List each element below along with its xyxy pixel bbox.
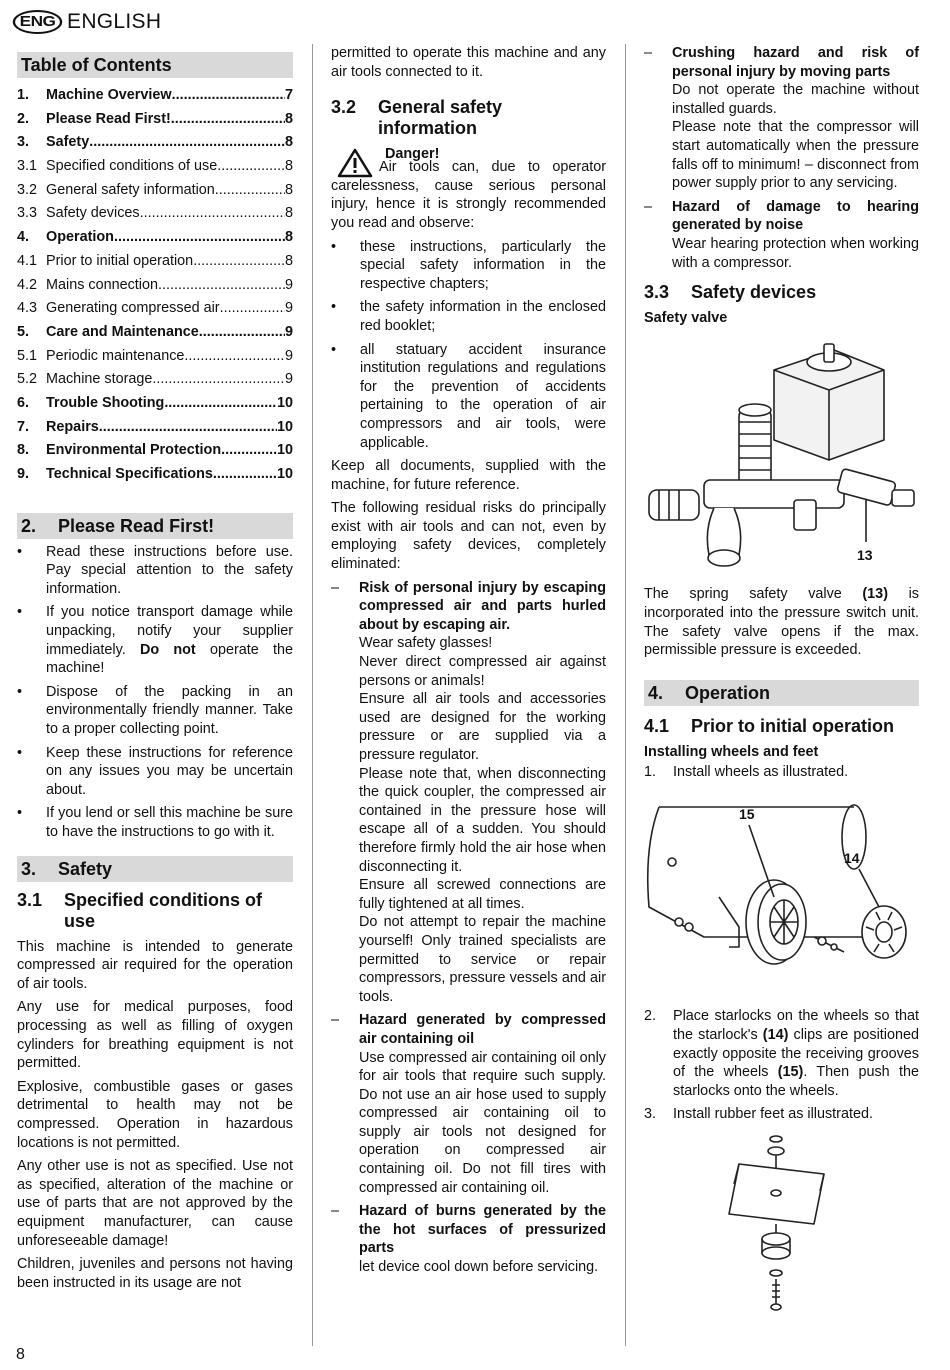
- risk-line: Ensure all screwed connections are fully tightened at all times.: [359, 877, 606, 912]
- toc-page: 8: [284, 252, 293, 269]
- list-item: • the safety information in the enclosed red booklet;: [331, 299, 606, 334]
- toc-leader: [171, 108, 285, 132]
- page-header: [16, 8, 161, 36]
- toc-leader: [172, 84, 285, 108]
- toc-number: 5.2: [17, 371, 38, 388]
- toc-page: 10: [276, 418, 293, 435]
- toc-title: Machine Overview: [46, 87, 172, 103]
- column-1: [17, 44, 293, 1297]
- toc-leader: [215, 179, 285, 203]
- toc-page: 8: [284, 229, 293, 246]
- toc-page: 10: [276, 394, 293, 411]
- toc-entry: [17, 368, 293, 392]
- paragraph: Any use for medical purposes, food processing as well as filling of oxygen cylinders for breathing equipment is not permitted.: [17, 999, 293, 1072]
- toc-leader: [220, 297, 285, 321]
- toc-entry: [17, 108, 293, 132]
- risk-line: Never direct compressed air against persons or animals!: [359, 654, 606, 689]
- toc-title: Table of Contents: [21, 55, 172, 75]
- paragraph: This machine is intended to generate compressed air required for the operation of air tools.: [17, 938, 293, 992]
- subheading-safety-valve: Safety valve: [644, 310, 728, 327]
- toc-entry: [17, 463, 293, 487]
- list-item: • all statuary accident insurance institution regulations and regulations for the prevention of accidents pertaining to the operation of air compressors and air tools, were applicable.: [331, 341, 606, 451]
- toc-title-bar: [17, 52, 293, 78]
- risk-item: – Hazard of burns generated by the the hot surfaces of pressurized parts let device cool down before servicing.: [331, 1203, 606, 1276]
- toc-title: Machine storage: [46, 371, 153, 388]
- callout-14: 14: [844, 849, 860, 866]
- toc-title: Trouble Shooting: [46, 394, 165, 411]
- risk-title: Risk of personal injury by escaping compressed air and parts hurled about by escaping air.: [359, 579, 606, 633]
- danger-label: Danger!: [385, 146, 440, 163]
- toc-number: 6.: [17, 394, 30, 411]
- table-of-contents: [17, 84, 293, 487]
- toc-number: 3.1: [17, 158, 38, 175]
- subheading-wheels-feet: Installing wheels and feet: [644, 743, 819, 760]
- toc-leader: [114, 226, 285, 250]
- toc-page: 7: [284, 87, 293, 103]
- risk-item: – Hazard of damage to hearing generated by noise Wear hearing protection when working with a compressor.: [644, 198, 919, 271]
- warning-triangle-icon: [337, 148, 373, 178]
- column-divider-2: [625, 44, 626, 1346]
- column-2: [331, 44, 606, 1282]
- read-first-list: [17, 543, 293, 842]
- toc-page: 9: [284, 371, 293, 388]
- risk-line: let device cool down before servicing.: [359, 1259, 599, 1276]
- toc-title: Environmental Protection: [46, 442, 222, 459]
- page-number: 8: [16, 1346, 25, 1363]
- section-title: Please Read First!: [58, 515, 215, 536]
- toc-entry: [17, 84, 293, 108]
- toc-number: 4.3: [17, 300, 38, 317]
- toc-leader: [89, 131, 285, 155]
- toc-number: 4.1: [17, 252, 38, 269]
- toc-title: Technical Specifications: [46, 466, 213, 482]
- section-number: 4.: [648, 682, 664, 703]
- toc-leader: [184, 345, 285, 369]
- toc-title: Periodic maintenance: [46, 347, 185, 364]
- toc-entry: [17, 321, 293, 345]
- risk-line: Wear safety glasses!: [359, 635, 493, 652]
- heading-3-2: 3.2 General safety information: [331, 97, 503, 139]
- risk-item: – Crushing hazard and risk of personal injury by moving parts Do not operate the machine without installed guards. Please note that the compressor will start automatically when the pressure falls off to minimum! – disconnect from power supply prior to any servicing.: [644, 45, 919, 192]
- toc-entry: [17, 250, 293, 274]
- toc-number: 4.2: [17, 276, 38, 293]
- toc-entry: [17, 131, 293, 155]
- toc-leader: [152, 368, 285, 392]
- toc-page: 9: [284, 323, 293, 340]
- toc-title: Generating compressed air: [46, 300, 220, 317]
- list-item: • If you notice transport damage while unpacking, notify your supplier immediately. Do not operate the machine!: [17, 604, 294, 677]
- safety-valve-illustration: [644, 330, 919, 580]
- toc-number: 2.: [17, 110, 30, 127]
- risk-item: – Hazard generated by compressed air containing oil Use compressed air containing oil only for air tools that require such supply. Do not use an air hose used to supply compressed air containing oil to supply air tools not designed for operation on compressed air containing oil. Do not fill tires with compressed air containing oil.: [331, 1012, 606, 1196]
- toc-title: General safety information: [46, 181, 215, 198]
- risk-line: Please note that, when disconnecting the quick coupler, the compressed air contained in the pressure hose will escape all of a sudden. You should therefore firmly hold the air hose when disconnecting it.: [359, 765, 606, 875]
- toc-leader: [164, 392, 277, 416]
- toc-page: 8: [284, 134, 293, 151]
- toc-page: 9: [284, 276, 293, 293]
- toc-leader: [221, 439, 277, 463]
- section-number: 2.: [21, 515, 37, 536]
- risk-title: Hazard generated by compressed air containing oil: [359, 1012, 606, 1047]
- toc-leader: [213, 463, 277, 487]
- toc-entry: [17, 155, 293, 179]
- risk-title: Hazard of burns generated by the the hot surfaces of pressurized parts: [359, 1203, 606, 1257]
- toc-title: Prior to initial operation: [46, 252, 194, 269]
- toc-title: Safety: [46, 134, 90, 151]
- toc-leader: [158, 274, 285, 298]
- section-title: Safety: [58, 858, 113, 879]
- toc-entry: [17, 416, 293, 440]
- risk-line: Ensure all air tools and accessories used are designed for the working pressure or are supplied via a pressure regulator.: [359, 691, 606, 763]
- toc-title: Operation: [46, 229, 114, 246]
- toc-page: 8: [284, 158, 293, 175]
- residual-risks-list-continued: [644, 44, 919, 272]
- observe-list: [331, 238, 606, 453]
- toc-entry: [17, 345, 293, 369]
- column-divider-1: [312, 44, 313, 1346]
- wheel-installation-illustration: [644, 787, 919, 1002]
- toc-page: 8: [284, 205, 293, 222]
- toc-title: Repairs: [46, 418, 99, 435]
- list-item: • Read these instructions before use. Pay special attention to the safety information.: [17, 543, 293, 597]
- heading-4-1: 4.1 Prior to initial operation: [644, 715, 895, 736]
- toc-leader: [199, 321, 285, 345]
- list-item: • these instructions, particularly the special safety information in the respective chapters;: [331, 238, 606, 292]
- toc-number: 1.: [17, 87, 30, 103]
- toc-entry: [17, 179, 293, 203]
- toc-page: 9: [284, 347, 293, 364]
- toc-number: 3.: [17, 134, 30, 151]
- danger-text: Air tools can, due to operator carelessness, cause serious personal injury, hence it is strongly recommended you read and observe:: [331, 159, 606, 231]
- toc-page: 10: [276, 442, 293, 459]
- toc-entry: [17, 392, 293, 416]
- language-label: ENGLISH: [67, 9, 162, 33]
- step-1: 1. Install wheels as illustrated.: [644, 764, 849, 781]
- list-item: • Keep these instructions for reference on any issues you may be uncertain about.: [17, 744, 293, 798]
- toc-page: 8: [284, 181, 293, 198]
- risk-line: Do not operate the machine without installed guards.: [672, 82, 919, 117]
- risk-line: Wear hearing protection when working with a compressor.: [672, 235, 919, 271]
- paragraph: Keep all documents, supplied with the machine, for future reference.: [331, 458, 606, 493]
- toc-title: Safety devices: [46, 205, 140, 222]
- risk-line: Do not attempt to repair the machine yourself! Only trained specialists are permitted to service or repair compressors, pressure vessels and air tools.: [359, 914, 606, 1005]
- list-item: • If you lend or sell this machine be sure to have the instructions to go with it.: [17, 805, 293, 840]
- heading-3-3: 3.3 Safety devices: [644, 282, 817, 303]
- heading-3-1: 3.1 Specified conditions of use: [17, 889, 263, 931]
- risk-item: – Risk of personal injury by escaping compressed air and parts hurled about by escaping air. Wear safety glasses! Never direct compressed air against persons or animals! Ensure all air tools and accessories used are designed for the working pressure or are supplied via a pressure regulator. Please note that, when disconnecting the quick coupler, the compressed air contained in the pressure hose will escape all of a sudden. You should therefore firmly hold the air hose when disconnecting it. Ensure all screwed connections are fully tightened at all times. Do not attempt to repair the machine yourself! Only trained specialists are permitted to service or repair compressors, pressure vessels and air tools.: [331, 579, 606, 1005]
- toc-page: 8: [284, 110, 293, 127]
- toc-entry: [17, 274, 293, 298]
- toc-number: 5.: [17, 323, 30, 340]
- toc-entry: [17, 226, 293, 250]
- step-3: 3. Install rubber feet as illustrated.: [644, 1106, 873, 1123]
- toc-leader: [99, 416, 277, 440]
- paragraph: Explosive, combustible gases or gases detrimental to health may not be compressed. Operation in hazardous locations is not permitted.: [17, 1078, 293, 1151]
- toc-leader: [217, 155, 285, 179]
- rubber-feet-illustration: [644, 1129, 919, 1314]
- toc-entry: [17, 297, 293, 321]
- section-3-bar: [17, 856, 293, 882]
- toc-title: Please Read First!: [46, 110, 171, 127]
- toc-title: Care and Maintenance: [46, 323, 199, 340]
- paragraph-continued: permitted to operate this machine and any air tools connected to it.: [331, 45, 606, 80]
- list-item: • Dispose of the packing in an environmentally friendly manner. Take to a proper collecting point.: [17, 683, 293, 738]
- toc-entry: [17, 439, 293, 463]
- toc-number: 4.: [17, 229, 30, 246]
- step-2: 2. Place starlocks on the wheels so that the starlock's (14) clips are positioned exactly opposite the receiving grooves of the wheels (15). Then push the starlocks onto the wheels.: [644, 1008, 920, 1099]
- toc-title: Specified conditions of use: [46, 158, 218, 175]
- paragraph: Any other use is not as specified. Use not as specified, alteration of the machine or use of parts that are not approved by the equipment manufacturer, can cause unforeseeable damage!: [17, 1158, 293, 1249]
- paragraph: The spring safety valve (13) is incorporated into the pressure switch unit. The safety valve opens if the max. permissible pressure is exceeded.: [644, 586, 919, 659]
- toc-page: 9: [284, 300, 293, 317]
- toc-number: 8.: [17, 442, 30, 459]
- risk-line: Use compressed air containing oil only for air tools that require such supply. Do not use an air hose used to supply compressed air containing oil to supply air tools not designed for operation on compressed air containing oil. Do not fill tires with compressed air containing oil.: [359, 1049, 606, 1196]
- toc-number: 9.: [17, 466, 30, 482]
- toc-number: 3.3: [17, 205, 38, 222]
- paragraph: The following residual risks do principally exist with air tools and can not, even by employing safety devices, completely eliminated:: [331, 500, 606, 573]
- section-4-bar: [644, 680, 919, 706]
- risk-title: Hazard of damage to hearing generated by noise: [672, 198, 919, 234]
- section-title: Operation: [685, 682, 771, 703]
- residual-risks-list: [331, 579, 606, 1277]
- column-3: [644, 44, 919, 1320]
- toc-number: 7.: [17, 418, 30, 435]
- section-2-bar: [17, 513, 293, 539]
- callout-15: 15: [739, 805, 755, 822]
- toc-leader: [193, 250, 285, 274]
- toc-number: 5.1: [17, 347, 38, 364]
- toc-page: 10: [276, 466, 293, 482]
- risk-title: Crushing hazard and risk of personal injury by moving parts: [672, 45, 919, 80]
- callout-13: 13: [857, 546, 873, 563]
- risk-line: Please note that the compressor will start automatically when the pressure falls off to minimum! – disconnect from power supply prior to any servicing.: [672, 119, 919, 192]
- toc-number: 3.2: [17, 181, 38, 198]
- toc-title: Mains connection: [46, 276, 158, 293]
- language-badge: ENG: [13, 10, 62, 34]
- section-number: 3.: [21, 858, 37, 879]
- toc-leader: [140, 202, 285, 226]
- toc-entry: [17, 202, 293, 226]
- paragraph: Children, juveniles and persons not having been instructed in its usage are not: [17, 1256, 293, 1291]
